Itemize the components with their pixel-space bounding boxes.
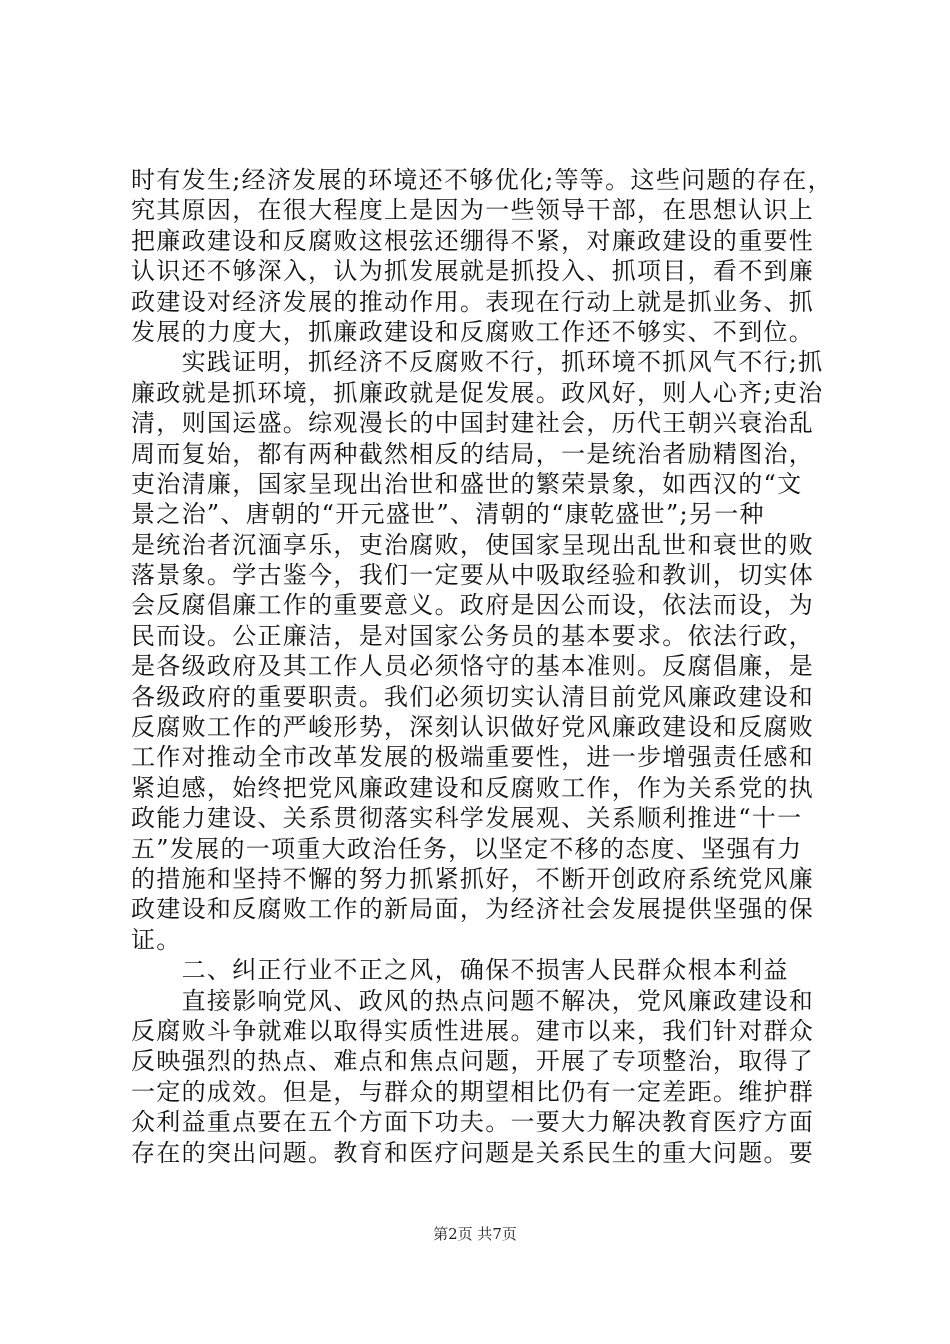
text-line: 吏治清廉，国家呈现出治世和盛世的繁荣景象，如西汉的“文 — [131, 469, 803, 498]
text-line: 落景象。学古鉴今，我们一定要从中吸取经验和教训，切实体 — [131, 561, 815, 590]
text-line: 周而复始，都有两种截然相反的结局，一是统治者励精图治， — [131, 439, 815, 468]
body-text — [131, 165, 831, 1168]
text-line: 证。 — [131, 925, 182, 954]
text-line: 各级政府的重要职责。我们必须切实认清目前党风廉政建设和 — [131, 682, 815, 711]
text-line: 政建设和反腐败工作的新局面，为经济社会发展提供坚强的保 — [131, 895, 815, 924]
paragraph-start-line: 直接影响党风、政风的热点问题不解决，党风廉政建设和 — [131, 986, 815, 1015]
text-line: 众利益重点要在五个方面下功夫。一要大力解决教育医疗方面 — [131, 1108, 815, 1137]
text-line: 反映强烈的热点、难点和焦点问题，开展了专项整治，取得了 — [131, 1047, 815, 1076]
text-line: 民而设。公正廉洁，是对国家公务员的基本要求。依法行政， — [131, 621, 815, 650]
text-line: 五”发展的一项重大政治任务，以坚定不移的态度、坚强有力 — [131, 834, 803, 863]
paragraph-start-line: 实践证明，抓经济不反腐败不行，抓环境不抓风气不行;抓 — [131, 348, 824, 377]
text-line: 认识还不够深入，认为抓发展就是抓投入、抓项目，看不到廉 — [131, 257, 815, 286]
text-line: 会反腐倡廉工作的重要意义。政府是因公而设，依法而设，为 — [131, 591, 815, 620]
text-line: 清，则国运盛。综观漫长的中国封建社会，历代王朝兴衰治乱 — [131, 409, 815, 438]
text-line: 景之治”、唐朝的“开元盛世”、清朝的“康乾盛世”;另一种 — [131, 500, 765, 529]
text-line: 廉政就是抓环境，抓廉政就是促发展。政风好，则人心齐;吏治 — [131, 378, 824, 407]
text-line: 政能力建设、关系贯彻落实科学发展观、关系顺利推进“十一 — [131, 804, 803, 833]
section-heading: 二、纠正行业不正之风，确保不损害人民群众根本利益 — [131, 956, 789, 985]
text-line: 发展的力度大，抓廉政建设和反腐败工作还不够实、不到位。 — [131, 317, 815, 346]
text-line: 把廉政建设和反腐败这根弦还绷得不紧，对廉政建设的重要性 — [131, 226, 815, 255]
text-line: 反腐败工作的严峻形势，深刻认识做好党风廉政建设和反腐败 — [131, 713, 815, 742]
page-number-label: 第2页 共7页 — [433, 1225, 517, 1243]
text-line: 的措施和坚持不懈的努力抓紧抓好，不断开创政府系统党风廉 — [131, 864, 815, 893]
text-line: 政建设对经济发展的推动作用。表现在行动上就是抓业务、抓 — [131, 287, 815, 316]
text-line: 一定的成效。但是，与群众的期望相比仍有一定差距。维护群 — [131, 1077, 815, 1106]
text-line: 反腐败斗争就难以取得实质性进展。建市以来，我们针对群众 — [131, 1016, 815, 1045]
text-line: 紧迫感，始终把党风廉政建设和反腐败工作，作为关系党的执 — [131, 773, 815, 802]
text-line: 工作对推动全市改革发展的极端重要性，进一步增强责任感和 — [131, 743, 815, 772]
page-footer — [0, 1224, 950, 1244]
text-line: 时有发生;经济发展的环境还不够优化;等等。这些问题的存在， — [131, 166, 833, 194]
text-line: 存在的突出问题。教育和医疗问题是关系民生的重大问题。要 — [131, 1138, 815, 1167]
text-line: 是统治者沉湎享乐，吏治腐败，使国家呈现出乱世和衰世的败 — [131, 530, 815, 559]
text-line: 是各级政府及其工作人员必须恪守的基本准则。反腐倡廉，是 — [131, 652, 815, 681]
text-line: 究其原因，在很大程度上是因为一些领导干部，在思想认识上 — [131, 196, 815, 225]
